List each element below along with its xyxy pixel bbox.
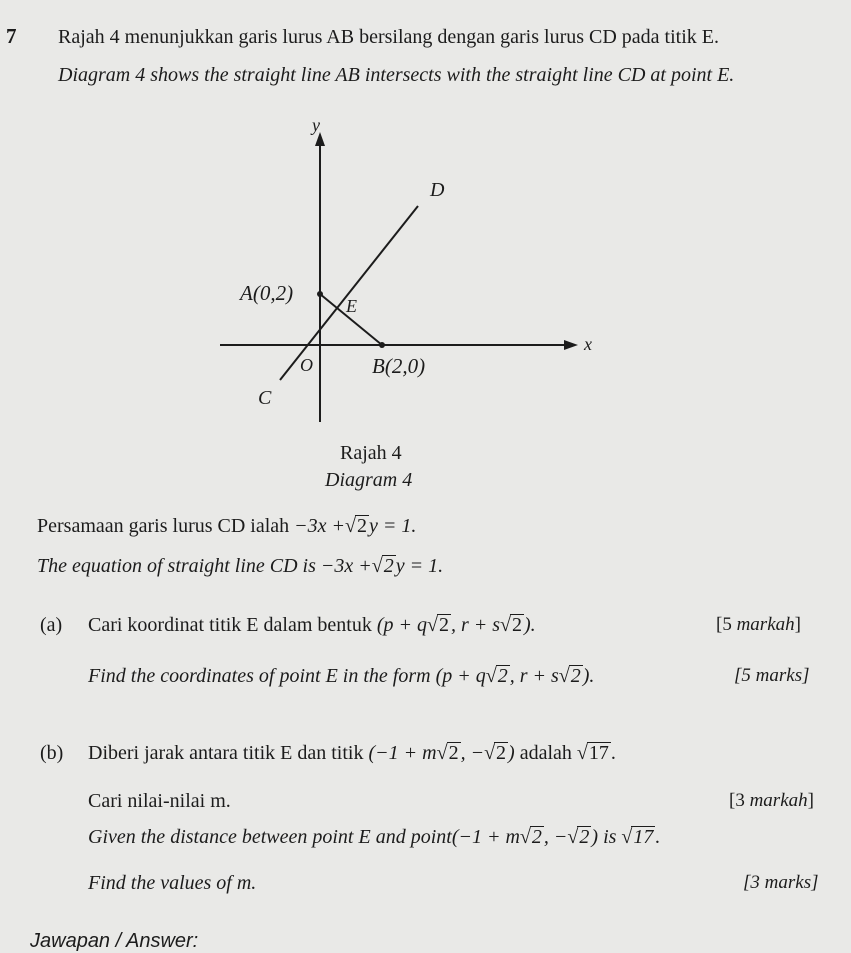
equation-line-malay [37,515,416,538]
sqrt-symbol: √ [567,826,579,848]
point-mid: , − [460,742,485,764]
form-mid-en: , r + s [509,665,559,687]
part-b-malay-line1: Diberi jarak antara titik E dan titik (−1 + m√2 , −√2 ) adalah √17 . [88,742,616,764]
label-d: D [430,179,445,201]
form-open: (p + q [376,614,427,636]
sqrt-symbol: √ [558,665,570,687]
sqrt-symbol: √ [371,555,383,577]
sqrt-symbol: √ [485,665,497,687]
x-axis-label: x [584,334,592,354]
y-axis-label: y [312,115,320,135]
origin-label: O [300,355,313,375]
label-e: E [346,296,357,316]
equation-rhs: y = 1. [369,515,417,537]
equation-prefix-malay: Persamaan garis lurus CD ialah [37,515,290,537]
point-open-en: (−1 + m [451,826,520,848]
form-root-1: 2 [438,614,449,636]
part-b-marks-english: [3 marks] [743,872,819,893]
part-a-marks-malay: [5 markah] [716,614,801,635]
sqrt-symbol: √ [500,614,512,636]
form-root-2-en: 2 [570,665,581,687]
point-root-1: 2 [448,742,459,764]
sqrt-symbol: √ [519,826,531,848]
equation-lhs-en: −3x + [320,555,372,577]
point-root-2: 2 [496,742,507,764]
point-a [317,291,323,297]
part-a-english [88,665,594,688]
equation-lhs: −3x + [294,515,346,537]
part-b-english-line1: Given the distance between point E and point(−1 + m√2 , −√2 ) is √17 . [88,826,661,848]
equation-prefix-english: The equation of straight line CD is [37,555,316,577]
part-a-malay [88,614,536,637]
sqrt-symbol: √ [621,826,633,848]
form-root-1-en: 2 [497,665,508,687]
sqrt-symbol: √ [576,742,588,764]
sqrt-symbol: √ [436,742,448,764]
point-mid-en: , − [543,826,568,848]
equation-line-english [37,555,443,578]
part-b-text-malay-post: adalah [519,742,572,764]
equation-root-en: 2 [383,555,394,577]
label-a: A(0,2) [240,281,294,305]
form-mid: , r + s [450,614,501,636]
part-a-text-malay: Cari koordinat titik E dalam bentuk [88,614,372,636]
point-open: (−1 + m [368,742,437,764]
part-a-label: (a) [40,614,63,636]
equation-rhs-en: y = 1. [395,555,444,577]
question-number: 7 [6,24,17,48]
form-close-en: ). [582,665,595,687]
label-c: C [258,387,272,409]
form-close: ). [524,614,536,636]
equation-root: 2 [357,515,368,537]
point-close: ) [508,742,515,764]
label-b: B(2,0) [372,354,426,378]
answer-label: Jawapan / Answer: [30,930,199,952]
sqrt-symbol: √ [345,515,357,537]
form-root-2: 2 [512,614,523,636]
part-b-text-english-pre: Given the distance between point E and point [88,826,452,848]
part-b-text-malay-pre: Diberi jarak antara titik E dan titik [88,742,364,764]
point-root-1-en: 2 [531,826,542,848]
diagram-caption-malay: Rajah 4 [340,442,402,464]
distance-root-en: 17 [633,826,654,848]
sqrt-symbol: √ [484,742,496,764]
diagram-4 [0,0,851,440]
part-b-marks-malay: [3 markah] [729,790,814,811]
intro-malay: Rajah 4 menunjukkan garis lurus AB bersilang dengan garis lurus CD pada titik E. [58,26,719,48]
sqrt-symbol: √ [426,614,438,636]
distance-root: 17 [588,742,609,764]
part-b-english-line2: Find the values of m. [88,872,257,894]
point-close-en: ) [591,826,599,848]
intro-english: Diagram 4 shows the straight line AB intersects with the straight line CD at point E. [58,64,735,86]
part-a-marks-english: [5 marks] [734,665,810,686]
diagram-caption-english: Diagram 4 [325,469,413,491]
point-b [379,342,385,348]
form-open-en: (p + q [435,665,486,687]
part-b-text-english-post: is [603,826,617,848]
part-b-malay-line2: Cari nilai-nilai m. [88,790,231,812]
x-axis-arrow-icon [564,340,578,350]
point-root-2-en: 2 [579,826,590,848]
part-b-label: (b) [40,742,64,764]
part-a-text-english: Find the coordinates of point E in the form [88,665,431,687]
